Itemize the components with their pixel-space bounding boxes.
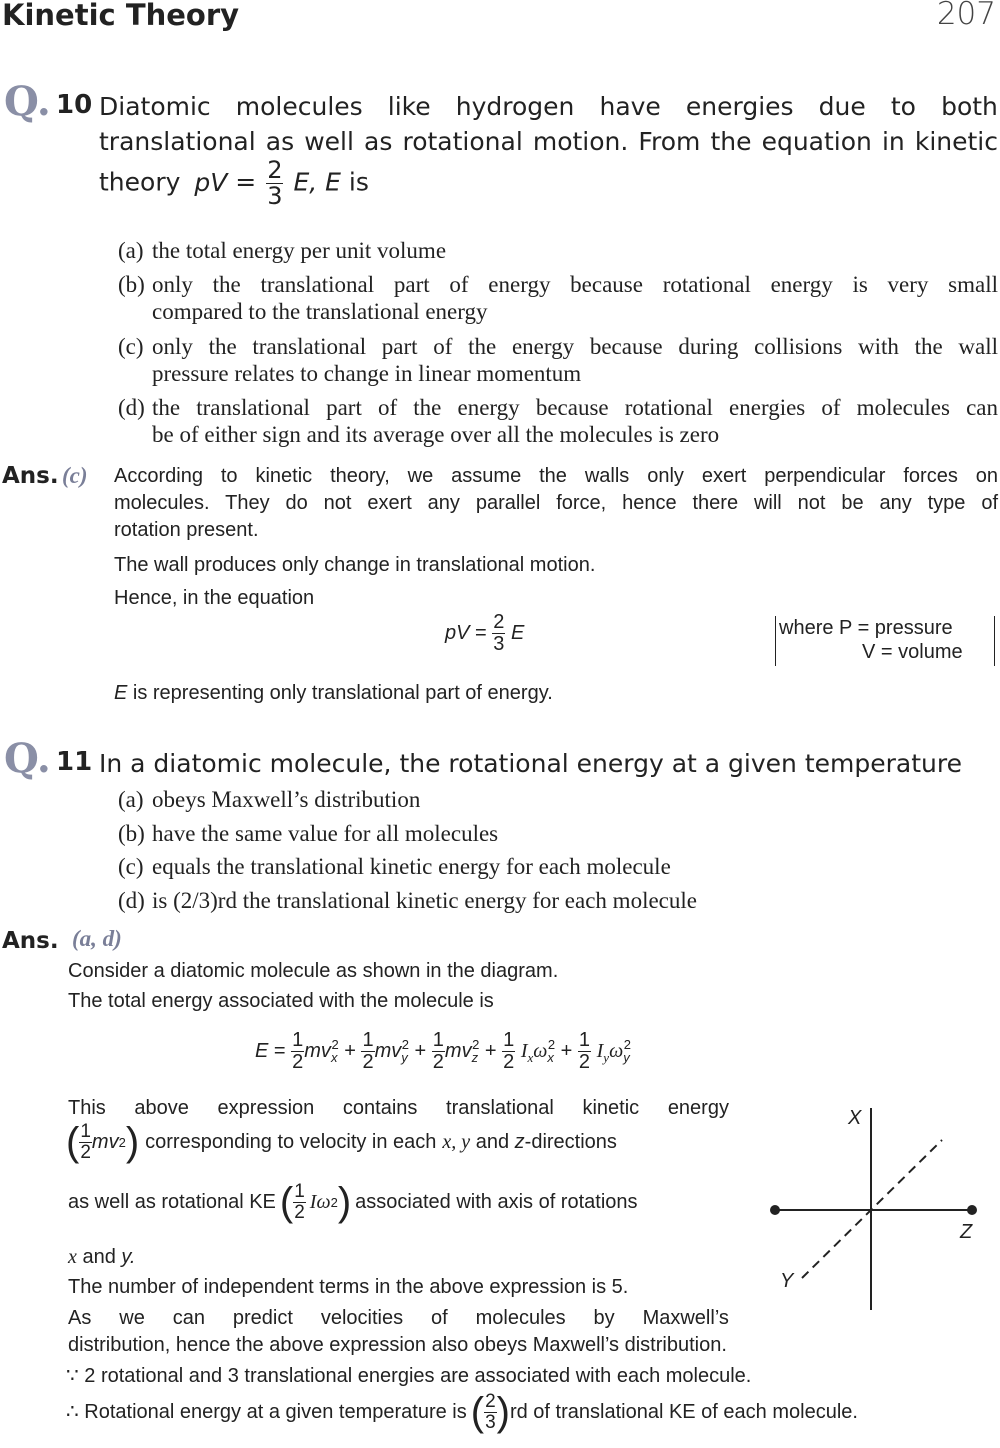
eq-fraction: [492, 612, 505, 655]
frac-num: 2: [485, 1391, 496, 1412]
question-mark-q10: Q.: [4, 78, 51, 125]
therefore-line: ∴ Rotational energy at a given temperature is ( $\frac{2}{3}$ ) rd of translational KE of each molecule.: [66, 1390, 858, 1435]
text-line: molecules. They do not exert any parallel force, hence there will not be any type of: [114, 492, 998, 514]
frac-num: 1: [503, 1029, 515, 1051]
word: contains: [342, 1097, 418, 1119]
text: rd of translational KE of each molecule.: [509, 1400, 858, 1423]
sub: y: [603, 1049, 610, 1065]
a10-paragraph-3: Hence, in the equation: [114, 587, 315, 609]
question-number-q10: 10: [56, 90, 93, 120]
frac-den: 3: [493, 633, 505, 655]
y-axis-label: Y: [780, 1270, 794, 1292]
option-label: (b): [118, 272, 145, 297]
frac-den: 2: [294, 1201, 305, 1223]
a11-para-line-3: as well as rotational KE ( $\frac{1}{2}$ I ω 2 ) associated with axis of rotations: [68, 1180, 638, 1225]
half-fraction: [578, 1030, 591, 1073]
q10-fraction: [266, 158, 283, 209]
option-label: (c): [118, 334, 144, 359]
q10-line3-end: is: [348, 167, 369, 197]
omega: ω: [609, 1039, 624, 1062]
term: mv: [374, 1039, 402, 1062]
word: molecules: [235, 92, 363, 121]
q11-option-c[interactable]: [118, 853, 671, 880]
frac-den: 3: [485, 1411, 496, 1433]
eq-rhs: E: [510, 621, 525, 644]
word: of: [431, 1307, 448, 1329]
because-line: ∵ 2 rotational and 3 translational energies are associated with each molecule.: [66, 1365, 752, 1387]
q10-frac-num: 2: [267, 156, 283, 184]
option-text: only the translational part of energy because rotational energy is very small: [152, 272, 998, 297]
question-mark-q11: Q.: [4, 735, 51, 782]
word: expression: [217, 1097, 315, 1119]
diatomic-molecule-diagram: [760, 1100, 1000, 1320]
q10-option-c[interactable]: [118, 333, 998, 387]
option-label: (c): [118, 854, 144, 879]
omega: ω: [533, 1039, 548, 1062]
half-fraction: [293, 1182, 306, 1223]
q10-line-2: translational as well as rotational motion. From the equation in kinetic: [99, 127, 998, 156]
word: energies: [685, 92, 794, 121]
word: As: [68, 1307, 92, 1329]
half-fraction: [502, 1030, 515, 1073]
word: we: [119, 1307, 145, 1329]
word: kinetic: [582, 1097, 640, 1119]
frac-den: 2: [80, 1141, 91, 1163]
sub: x: [330, 1049, 338, 1065]
sub: x: [527, 1049, 534, 1065]
word: energy: [667, 1097, 729, 1119]
q10-option-a[interactable]: [118, 237, 998, 264]
frac-num: 2: [493, 611, 505, 633]
word: hydrogen: [455, 92, 575, 121]
text-line: According to kinetic theory, we assume the walls only exert perpendicular forces on: [114, 465, 998, 487]
term: I: [596, 1039, 604, 1062]
a11-line-2: The total energy associated with the molecule is: [68, 990, 494, 1012]
var-e: E: [114, 682, 128, 704]
word: This: [68, 1097, 106, 1119]
frac-den: 2: [432, 1051, 444, 1073]
a10-conclusion: [114, 680, 553, 707]
sub: z: [471, 1049, 479, 1065]
q10-option-d[interactable]: [118, 394, 998, 448]
a11-para-line-4: [68, 1244, 135, 1271]
x-axis-label: X: [848, 1107, 862, 1129]
q10-var-e: E: [325, 167, 341, 197]
answer-key-q10: (c): [62, 463, 88, 488]
q10-eq-sign: =: [235, 167, 257, 197]
q10-line3-text: theory: [99, 167, 181, 197]
a11-line-1: Consider a diatomic molecule as shown in the diagram.: [68, 960, 559, 982]
word: have: [599, 92, 661, 121]
word: translational: [446, 1097, 554, 1119]
var-y: y.: [121, 1246, 136, 1268]
a10-equation: pV = $\frac{2}{3}$ E: [445, 611, 525, 655]
option-text-cont: pressure relates to change in linear momentum: [152, 361, 582, 386]
q11-text: In a diatomic molecule, the rotational energy at a given temperature: [99, 749, 962, 778]
text-and: and: [470, 1130, 515, 1153]
word: predict: [232, 1307, 293, 1329]
option-text: is (2/3)rd the translational kinetic energy for each molecule: [152, 888, 697, 913]
half-fraction: [79, 1122, 92, 1163]
a10-paragraph-2: The wall produces only change in translational motion.: [114, 554, 596, 576]
frac-num: 1: [80, 1121, 91, 1142]
half-fraction: [291, 1030, 304, 1073]
eq-lhs: E: [255, 1039, 269, 1062]
where-volume: V = volume: [862, 641, 963, 663]
chapter-title: Kinetic Theory: [2, 0, 240, 32]
answer-label-q10: Ans.: [2, 463, 59, 489]
answer-key-q11: (a, d): [72, 926, 122, 951]
conclusion-text: is representing only translational part of energy.: [127, 682, 553, 704]
q10-option-b[interactable]: [118, 271, 998, 325]
frac-den: 2: [578, 1051, 591, 1073]
q10-frac-den: 3: [267, 182, 283, 211]
energy-equation: E = $\frac{1}{2}$ $mv_x^2$ + $\frac{1}{2}$ $mv_y^2$ + $\frac{1}{2}$ $mv_z^2$ + $\frac{1}{2}$ $I_x\omega_x^2$ + $\frac{1}{2}$ $I_y\omega_y^2$: [255, 1029, 631, 1073]
frac-num: 1: [294, 1181, 305, 1202]
word: by: [593, 1307, 615, 1329]
option-text: have the same value for all molecules: [152, 821, 499, 846]
option-label: (d): [118, 395, 145, 420]
where-pressure: where P = pressure: [779, 617, 953, 639]
word: to: [890, 92, 916, 121]
word: can: [172, 1307, 205, 1329]
option-text-cont: be of either sign and its average over all the molecules is zero: [152, 422, 720, 447]
option-label: (d): [118, 888, 145, 913]
half-fraction: [361, 1030, 374, 1073]
page-number: 207: [936, 0, 996, 32]
q10-eq-lhs: pV: [194, 167, 228, 197]
text-line: rotation present.: [114, 519, 259, 541]
vars: x, y: [442, 1130, 471, 1153]
option-text-cont: compared to the translational energy: [152, 299, 488, 324]
word: like: [387, 92, 431, 121]
option-label: (a): [118, 238, 144, 263]
a11-para-line-6: [68, 1305, 729, 1332]
term: mv: [444, 1039, 472, 1062]
a11-para-line-1: [68, 1095, 729, 1122]
q11-option-d[interactable]: [118, 887, 697, 914]
frac-den: 2: [503, 1051, 515, 1073]
word: due: [818, 92, 866, 121]
half-fraction: [432, 1030, 445, 1073]
text: as well as rotational KE: [68, 1190, 276, 1213]
var-x: x: [68, 1246, 77, 1268]
sub: y: [401, 1049, 408, 1065]
option-label: (b): [118, 821, 145, 846]
q11-option-a[interactable]: [118, 786, 420, 813]
term-mv: mv: [91, 1130, 119, 1153]
option-text: obeys Maxwell’s distribution: [152, 787, 421, 812]
q11-option-b[interactable]: [118, 820, 498, 847]
atom-left: [770, 1205, 780, 1215]
text-and: and: [76, 1246, 122, 1268]
word: above: [134, 1097, 189, 1119]
text: associated with axis of rotations: [355, 1190, 638, 1213]
sub: y: [623, 1049, 630, 1065]
frac-num: 1: [578, 1029, 591, 1051]
q10-line-3: [99, 158, 369, 209]
text: corresponding to velocity in each: [145, 1130, 437, 1153]
term: mv: [304, 1039, 331, 1062]
option-text: only the translational part of the energy because during collisions with the wall: [152, 334, 998, 359]
question-number-q11: 11: [56, 747, 93, 777]
word: molecules: [475, 1307, 566, 1329]
option-text: the translational part of the energy because rotational energies of molecules can: [152, 395, 998, 420]
eq-lhs: pV: [445, 621, 470, 644]
sub: x: [547, 1049, 554, 1065]
where-bracket: [775, 616, 995, 666]
two-thirds-fraction: [484, 1392, 497, 1433]
frac-den: 2: [362, 1051, 374, 1073]
a11-para-line-7: distribution, hence the above expression also obeys Maxwell’s distribution.: [68, 1334, 727, 1356]
var-z: z: [514, 1130, 525, 1153]
word: Maxwell’s: [642, 1307, 729, 1329]
omega: ω: [316, 1190, 331, 1213]
atom-right: [967, 1205, 977, 1215]
q10-line-1: [99, 89, 998, 124]
option-text: equals the translational kinetic energy for each molecule: [152, 854, 671, 879]
text-end: -directions: [524, 1130, 617, 1153]
frac-num: 1: [362, 1029, 374, 1051]
option-label: (a): [118, 787, 144, 812]
frac-num: 1: [432, 1029, 444, 1051]
option-text: the total energy per unit volume: [152, 238, 447, 263]
word: velocities: [320, 1307, 404, 1329]
word: both: [941, 92, 998, 121]
text: ∴ Rotational energy at a given temperature is: [66, 1400, 467, 1423]
word: Diatomic: [99, 92, 211, 121]
frac-den: 2: [292, 1051, 304, 1073]
q10-eq-rhs: E,: [293, 167, 318, 197]
a11-para-line-2: ( $\frac{1}{2}$ mv 2 ) corresponding to velocity in each x, y and z -directions: [66, 1120, 617, 1165]
z-axis-label: Z: [960, 1221, 973, 1243]
answer-label-q11: Ans.: [2, 928, 59, 954]
a10-paragraph-1: [114, 463, 998, 544]
a11-para-line-5: The number of independent terms in the above expression is 5.: [68, 1276, 629, 1298]
term: I: [520, 1039, 528, 1062]
frac-num: 1: [292, 1029, 304, 1051]
